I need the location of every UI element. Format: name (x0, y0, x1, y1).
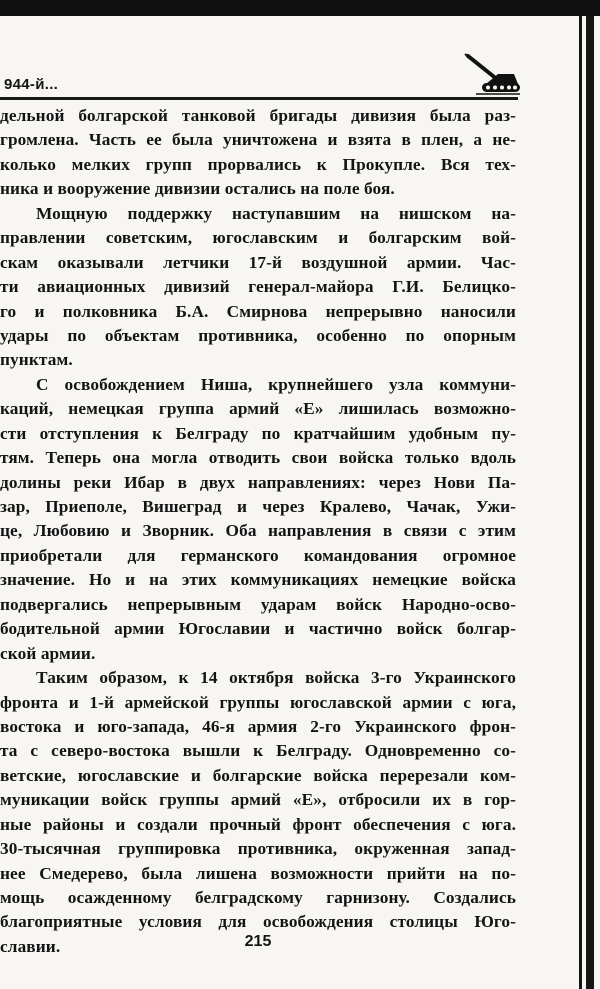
page-edge-thin-line (579, 16, 582, 989)
text-line: славии. (0, 936, 61, 956)
text-line: подвергались непрерывным ударам войск Народно-осво- (0, 594, 516, 614)
text-line: сти отступления к Белграду по кратчайшим удобным пу- (0, 423, 516, 443)
text-line: нее Смедерево, была лишена возможности прийти на по- (0, 863, 516, 883)
text-line: пунктам. (0, 350, 73, 370)
text-line: мощь осажденному белградскому гарнизону. Создались (0, 888, 516, 907)
text-line: муникации войск группы армий «Е», отбросили их в гор- (0, 790, 516, 810)
text-line: тям. Теперь она могла отводить свои войска только вдоль (0, 448, 516, 468)
top-scan-border (0, 0, 600, 16)
text-line: ника и вооружение дивизии остались на поле боя. (0, 179, 395, 199)
page-edge-thick-line (586, 16, 594, 989)
text-line: це, Любовию и Зворник. Оба направления в связи с этим (0, 521, 516, 541)
text-line: долины реки Ибар в двух направлениях: через Нови Па- (0, 472, 516, 492)
text-line: приобретали для германского командования огромное (0, 545, 516, 565)
running-title: 944-й... (4, 76, 59, 93)
text-line: благоприятные условия для освобождения столицы Юго- (0, 912, 516, 932)
text-line: каций, немецкая группа армий «Е» лишилась возможно- (0, 399, 516, 419)
text-line: бодительной армии Югославии и частично войск болгар- (0, 619, 516, 639)
text-line: значение. Но и на этих коммуникациях немецкие войска (0, 570, 516, 590)
text-line: дельной болгарской танковой бригады дивизия была раз- (0, 106, 516, 125)
text-line: скам оказывали летчики 17-й воздушной армии. Час- (0, 252, 516, 272)
text-line: го и полковника Б.А. Смирнова непрерывно наносили (0, 301, 516, 321)
page-number: 215 (244, 933, 272, 950)
header-rule (0, 97, 518, 100)
text-line: С освобождением Ниша, крупнейшего узла коммуни- (36, 374, 516, 394)
text-line: ти авиационных дивизий генерал-майора Г.И. Белицко- (0, 277, 516, 297)
text-line: громлена. Часть ее была уничтожена и взята в плен, а не- (0, 130, 516, 150)
text-line: колько мелких групп прорвались к Прокупле. Вся тех- (0, 154, 516, 174)
text-line: Таким образом, к 14 октября войска 3-го Украинского (36, 668, 516, 688)
right-page-edge (574, 16, 600, 989)
text-line: 30-тысячная группировка противника, окруженная запад- (0, 839, 516, 859)
text-line: та с северо-востока вышли к Белграду. Одновременно со- (0, 741, 516, 761)
artillery-gun-icon (462, 50, 520, 98)
text-line: ской армии. (0, 643, 96, 663)
text-line: зар, Приеполе, Вишеград и через Кралево, Чачак, Ужи- (0, 497, 516, 516)
body-text (0, 104, 516, 959)
text-line: востока и юго-запада, 46-я армия 2-го Украинского фрон- (0, 716, 516, 736)
text-line: удары по объектам противника, особенно по опорным (0, 325, 516, 345)
text-line: фронта и 1-й армейской группы югославской армии с юга, (0, 692, 516, 712)
text-line: правлении советским, югославским и болгарским вой- (0, 228, 516, 248)
text-line: ные районы и создали прочный фронт обеспечения с юга. (0, 814, 516, 834)
text-line: Мощную поддержку наступавшим на нишском на- (36, 203, 516, 223)
text-line: ветские, югославские и болгарские войска перерезали ком- (0, 765, 516, 785)
